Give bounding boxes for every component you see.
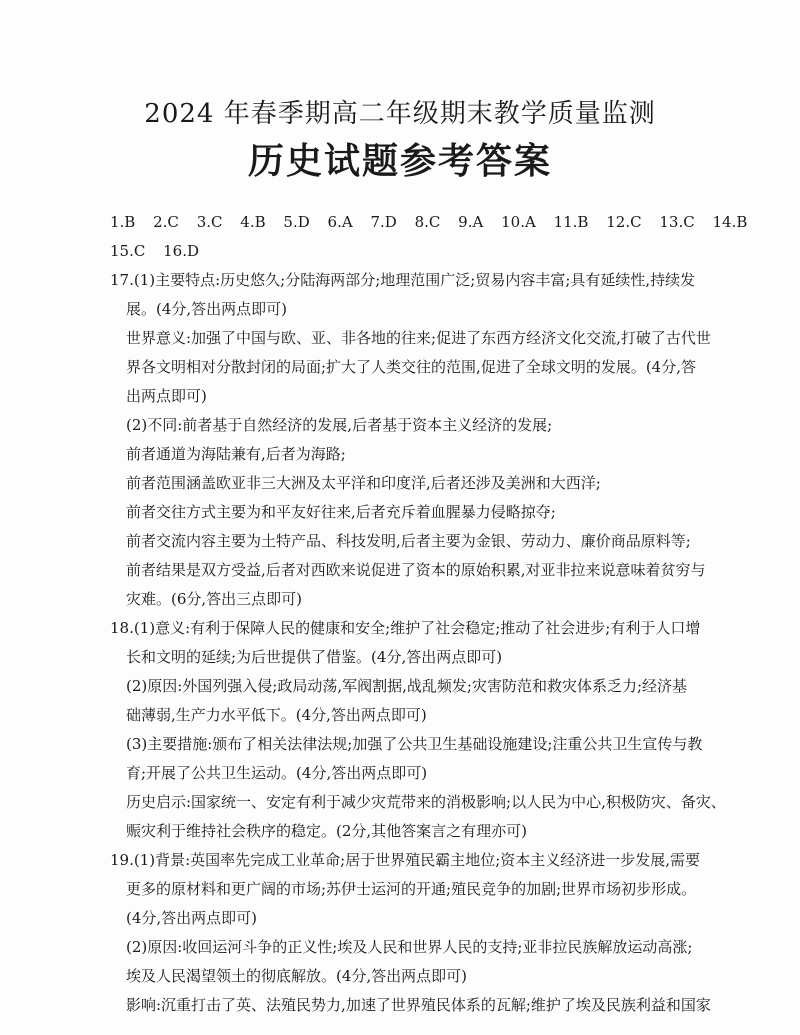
mc-answer: 7.D bbox=[370, 213, 397, 231]
answer-line: (4分,答出两点即可) bbox=[126, 909, 258, 927]
answer-line: 前者交往方式主要为和平友好往来,后者充斥着血腥暴力侵略掠夺; bbox=[126, 503, 556, 521]
answer-line: 出两点即可) bbox=[126, 387, 207, 405]
answer-line: 17.(1)主要特点:历史悠久;分陆海两部分;地理范围广泛;贸易内容丰富;具有延续性,持续发 bbox=[110, 271, 696, 289]
mc-answer: 12.C bbox=[606, 213, 642, 231]
answer-line: 育;开展了公共卫生运动。(4分,答出两点即可) bbox=[126, 764, 428, 782]
answer-line: (3)主要措施:颁布了相关法律法规;加强了公共卫生基础设施建设;注重公共卫生宣传与教 bbox=[126, 735, 703, 753]
mc-answer: 14.B bbox=[712, 213, 748, 231]
mc-answer: 9.A bbox=[458, 213, 484, 231]
answer-line: 长和文明的延续;为后世提供了借鉴。(4分,答出两点即可) bbox=[126, 648, 503, 666]
answer-line: 历史启示:国家统一、安定有利于减少灾荒带来的消极影响;以人民为中心,积极防灾、备灾、 bbox=[126, 793, 726, 811]
multiple-choice-row-2 bbox=[110, 237, 728, 266]
answer-line: 展。(4分,答出两点即可) bbox=[126, 300, 288, 318]
mc-answer: 13.C bbox=[659, 213, 695, 231]
mc-answer: 11.B bbox=[553, 213, 589, 231]
question-17 bbox=[110, 266, 728, 614]
answer-line: 更多的原材料和更广阔的市场;苏伊士运河的开通;殖民竞争的加剧;世界市场初步形成。 bbox=[126, 880, 697, 898]
mc-answer: 10.A bbox=[501, 213, 536, 231]
answer-line: 19.(1)背景:英国率先完成工业革命;居于世界殖民霸主地位;资本主义经济进一步发展,需要 bbox=[110, 851, 701, 869]
answer-line: (2)原因:收回运河斗争的正义性;埃及人民和世界人民的支持;亚非拉民族解放运动高涨; bbox=[126, 938, 693, 956]
answer-line: (2)原因:外国列强入侵;政局动荡,军阀割据,战乱频发;灾害防范和救灾体系乏力;经济基 bbox=[126, 677, 688, 695]
document-subtitle: 历史试题参考答案 bbox=[247, 140, 552, 182]
mc-answer: 3.C bbox=[196, 213, 223, 231]
document-header bbox=[0, 96, 800, 184]
answer-line: 影响:沉重打击了英、法殖民势力,加速了世界殖民体系的瓦解;维护了埃及民族利益和国家 bbox=[126, 996, 711, 1014]
answer-content bbox=[110, 208, 748, 1020]
mc-answer: 16.D bbox=[163, 242, 200, 260]
answer-line: 18.(1)意义:有利于保障人民的健康和安全;维护了社会稳定;推动了社会进步;有利于人口增 bbox=[110, 619, 701, 637]
answer-line: 础薄弱,生产力水平低下。(4分,答出两点即可) bbox=[126, 706, 427, 724]
mc-answer: 8.C bbox=[414, 213, 441, 231]
answer-line: 界各文明相对分散封闭的局面;扩大了人类交往的范围,促进了全球文明的发展。(4分,答 bbox=[126, 358, 696, 376]
mc-answer: 5.D bbox=[283, 213, 310, 231]
answer-line: 赈灾利于维持社会秩序的稳定。(2分,其他答案言之有理亦可) bbox=[126, 822, 528, 840]
question-18 bbox=[110, 614, 728, 846]
document-title: 2024 年春季期高二年级期末教学质量监测 bbox=[144, 99, 656, 129]
answer-line: 埃及人民渴望领土的彻底解放。(4分,答出两点即可) bbox=[126, 967, 468, 985]
mc-answer: 6.A bbox=[327, 213, 353, 231]
mc-answer: 4.B bbox=[240, 213, 266, 231]
mc-answer: 15.C bbox=[110, 242, 146, 260]
answer-line: 前者结果是双方受益,后者对西欧来说促进了资本的原始积累,对亚非拉来说意味着贫穷与 bbox=[126, 561, 706, 579]
answer-line: (2)不同:前者基于自然经济的发展,后者基于资本主义经济的发展; bbox=[126, 416, 553, 434]
answer-line: 前者范围涵盖欧亚非三大洲及太平洋和印度洋,后者还涉及美洲和大西洋; bbox=[126, 474, 601, 492]
answer-line: 前者交流内容主要为土特产品、科技发明,后者主要为金银、劳动力、廉价商品原料等; bbox=[126, 532, 691, 550]
mc-answer: 1.B bbox=[110, 213, 136, 231]
multiple-choice-row-1 bbox=[110, 208, 748, 237]
answer-line: 世界意义:加强了中国与欧、亚、非各地的往来;促进了东西方经济文化交流,打破了古代世 bbox=[126, 329, 711, 347]
question-19 bbox=[110, 846, 728, 1020]
mc-answer: 2.C bbox=[153, 213, 179, 231]
answer-line: 前者通道为海陆兼有,后者为海路; bbox=[126, 445, 346, 463]
answer-line: 灾难。(6分,答出三点即可) bbox=[126, 590, 303, 608]
